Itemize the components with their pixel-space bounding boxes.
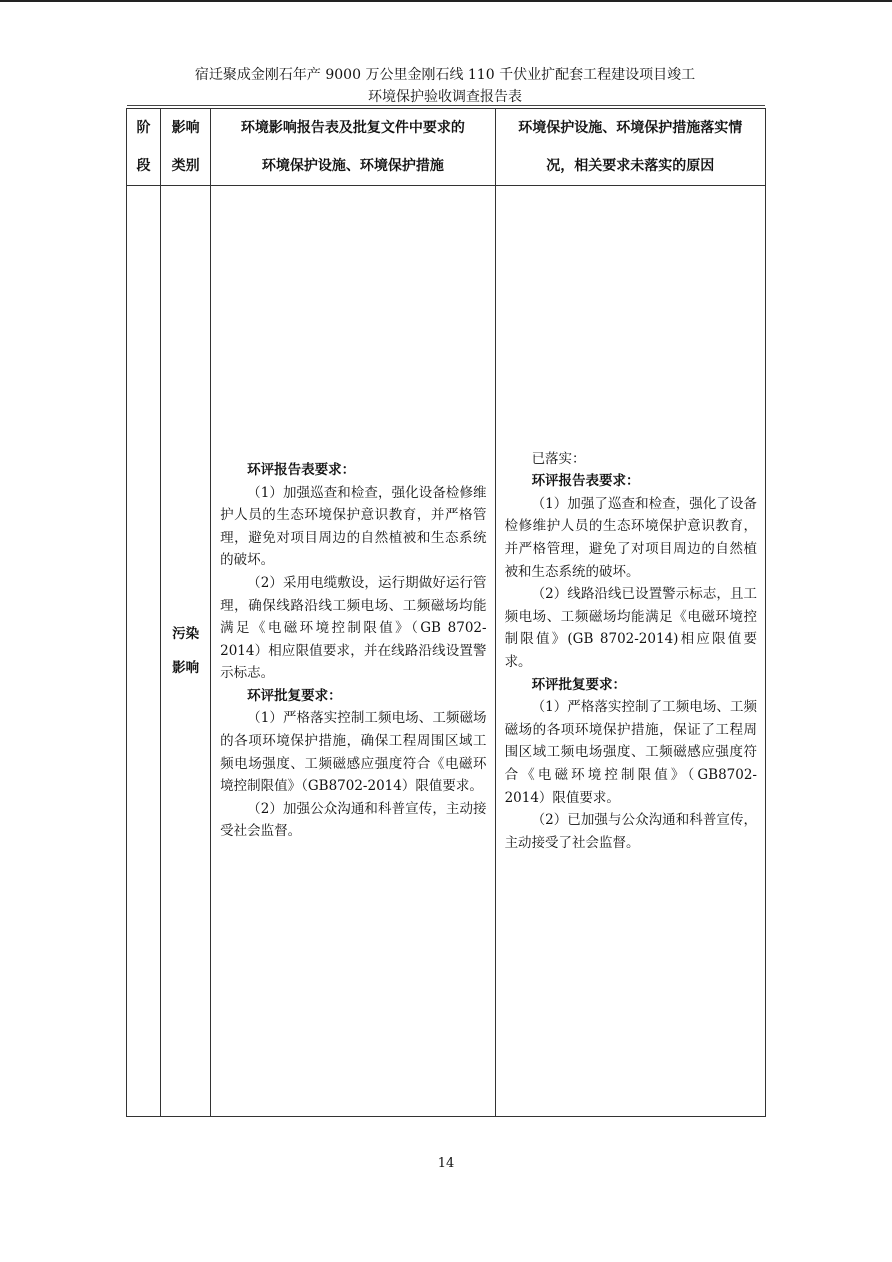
impl-eia-item-2: （2）线路沿线已设置警示标志，且工频电场、工频磁场均能满足《电磁环境控制限值》(GB 8702-2014)相应限值要求。 [504,586,757,670]
impact-type-cell [161,186,211,1117]
impl-eia-heading: 环评报告表要求： [531,473,640,490]
header-implementation [495,109,765,186]
header-impl-line1: 环境保护设施、环境保护措施落实情 [518,120,743,136]
header-title-line2: 环境保护验收调查报告表 [368,89,522,105]
header-stage-line1: 阶 [136,120,151,136]
document-header [120,64,770,108]
header-requirements [211,109,495,186]
req-approval-item-2: （2）加强公众沟通和科普宣传，主动接受社会监督。 [220,800,487,840]
impl-approval-item-1: （1）严格落实控制了工频电场、工频磁场的各项环境保护措施，保证了工程周围区域工频电场强度、工频磁感应强度符合《电磁环境控制限值》（GB8702-2014）限值要求。 [504,699,757,806]
impl-eia-item-1: （1）加强了巡查和检查，强化了设备检修维护人员的生态环境保护意识教育，并严格管理，避免了对项目周边的自然植被和生态系统的破坏。 [504,495,757,580]
stage-cell [127,186,161,1117]
header-stage [127,109,161,186]
header-impl-line2: 况，相关要求未落实的原因 [546,158,715,174]
header-type-line2: 类别 [171,158,200,174]
requirements-cell [211,186,495,1117]
acceptance-report-table [126,108,766,1117]
req-eia-item-1: （1）加强巡查和检查，强化设备检修维护人员的生态环境保护意识教育，并严格管理，避免对项目周边的自然植被和生态系统的破坏。 [220,484,487,569]
req-eia-heading: 环评报告表要求： [247,461,356,478]
header-type-line1: 影响 [171,120,200,136]
header-stage-line2: 段 [136,158,151,174]
table-header-row [127,109,766,186]
impl-status: 已落实： [531,450,586,467]
req-approval-heading: 环评批复要求： [247,687,342,704]
header-impact-type [161,109,211,186]
req-eia-item-2: （2）采用电缆敷设，运行期做好运行管理，确保线路沿线工频电场、工频磁场均能满足《电磁环境控制限值》（GB 8702-2014）相应限值要求，并在线路沿线设置警示标志。 [220,574,487,682]
impl-approval-item-2: （2）已加强与公众沟通和科普宣传，主动接受了社会监督。 [504,812,757,851]
top-border-line [0,0,892,2]
header-rule [127,105,765,106]
impl-approval-heading: 环评批复要求： [531,676,627,693]
req-approval-item-1: （1）严格落实控制工频电场、工频磁场的各项环境保护措施，确保工程周围区域工频电场强度、工频磁感应强度符合《电磁环境控制限值》（GB8702-2014）限值要求。 [220,710,487,795]
table-row [127,186,766,1117]
header-title-line1: 宿迁聚成金刚石年产 9000 万公里金刚石线 110 千伏业扩配套工程建设项目竣工 [194,67,696,83]
page-number: 14 [437,1156,455,1171]
header-req-line1: 环境影响报告表及批复文件中要求的 [240,120,465,136]
impact-type-line1: 污染 [172,626,200,642]
header-req-line2: 环境保护设施、环境保护措施 [261,158,444,174]
implementation-cell [495,186,765,1117]
impact-type-line2: 影响 [172,660,200,676]
